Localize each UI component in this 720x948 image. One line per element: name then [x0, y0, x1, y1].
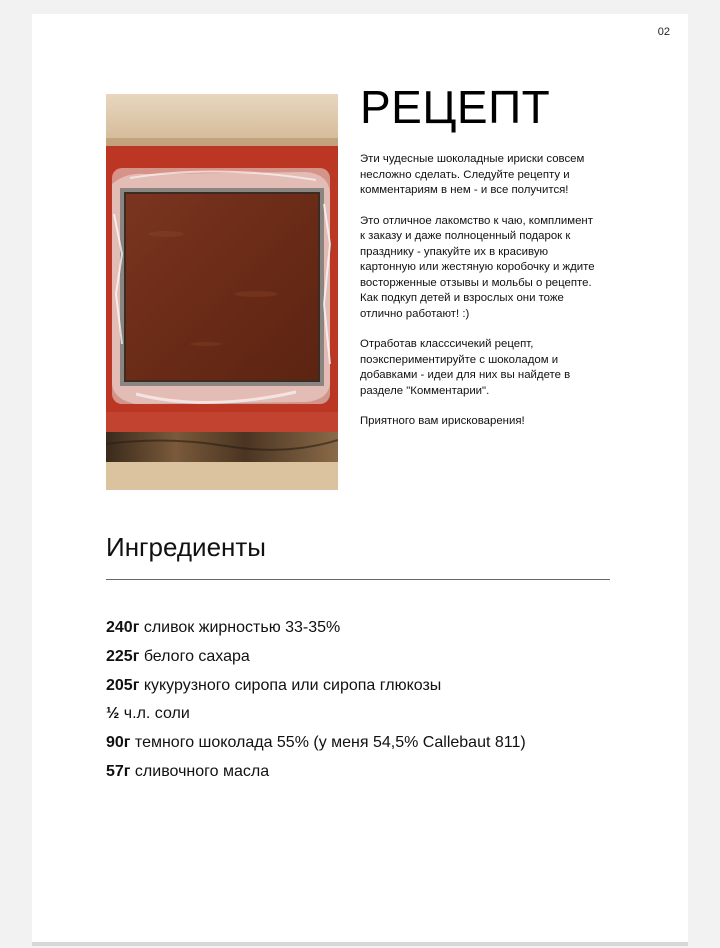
ingredient-text: ч.л. соли — [123, 705, 190, 723]
intro-paragraph: Приятного вам ирисковарения! — [360, 415, 525, 427]
ingredient-item — [106, 700, 526, 729]
ingredient-text: сливочного масла — [134, 762, 270, 780]
ingredient-text: белого сахара — [143, 647, 250, 665]
section-divider — [106, 579, 610, 580]
toffee-photo — [106, 94, 338, 490]
ingredient-amount: 90г — [106, 734, 131, 752]
document-page — [32, 14, 688, 944]
ingredient-amount: ½ — [106, 705, 120, 723]
page-edge — [32, 942, 688, 946]
ingredient-item — [106, 672, 526, 701]
ingredient-text: сливок жирностью 33-35% — [143, 619, 341, 636]
toffee-photo-illustration — [106, 94, 338, 490]
ingredient-item — [106, 729, 526, 758]
intro-paragraph: Это отличное лакомство к чаю, комплимент к заказу и даже полноценный подарок к празднику - упакуйте их в красивую картонную или жестяную коробочку и ждите восторженные отзывы и мольбы о рецепте. Как подкуп детей и взрослых они тоже отлично работают! :) — [360, 214, 595, 320]
ingredient-amount: 205г — [106, 676, 140, 694]
intro-paragraph: Отработав класссичекий рецепт, поэкспериментируйте с шоколадом и добавками - идеи для них вы найдете в разделе "Комментарии". — [360, 338, 571, 397]
ingredients-heading: Ингредиенты — [106, 532, 266, 562]
ingredient-item — [106, 758, 526, 787]
ingredient-text: темного шоколада 55% (у меня 54,5% Callebaut 811) — [134, 734, 526, 752]
page-number: 02 — [657, 26, 670, 38]
ingredient-text: кукурузного сиропа или сиропа глюкозы — [143, 676, 442, 694]
ingredient-item — [106, 614, 526, 643]
recipe-title: РЕЦЕПТ — [360, 81, 551, 133]
ingredient-amount: 240г — [106, 619, 140, 636]
ingredient-amount: 57г — [106, 762, 131, 780]
recipe-intro — [360, 152, 600, 445]
ingredient-amount: 225г — [106, 647, 140, 665]
ingredient-item — [106, 643, 526, 672]
ingredients-list — [106, 614, 526, 787]
intro-paragraph: Эти чудесные шоколадные ириски совсем несложно сделать. Следуйте рецепту и комментариям в нем - и все получится! — [360, 153, 585, 196]
